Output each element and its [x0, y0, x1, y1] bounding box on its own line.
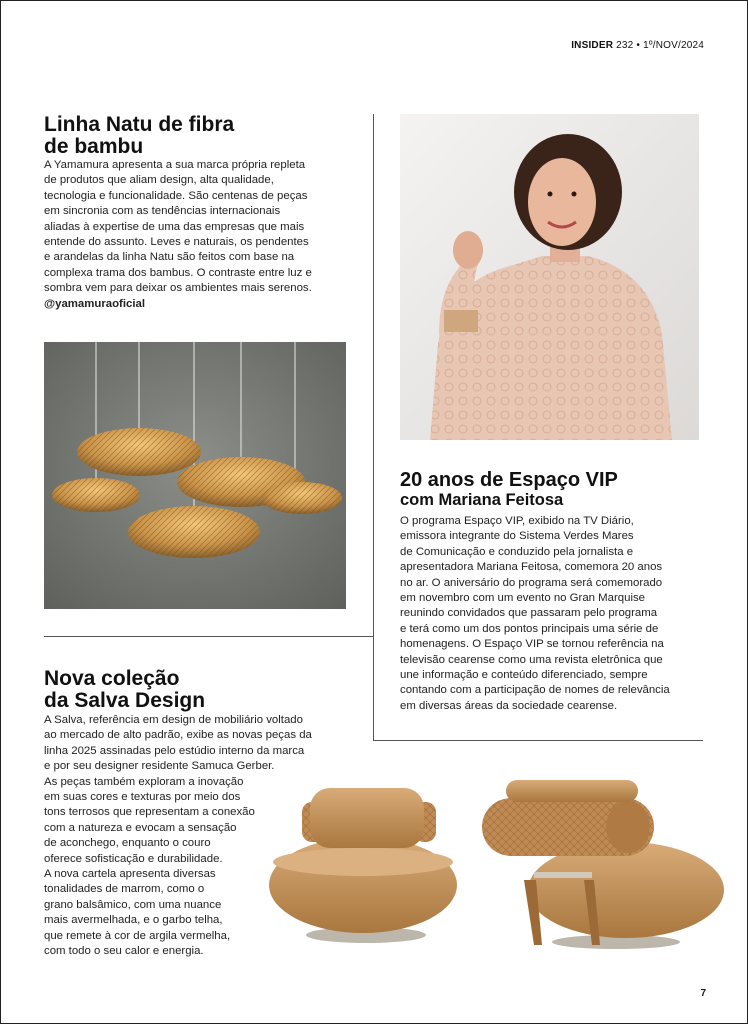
natu-body: A Yamamura apresenta a sua marca própria repleta de produtos que aliam design, alta qualidade, tecnologia e funcionalidade. São centenas de peças em sincronia com as tendências internacionais aliadas à expertise de uma das empresas que mais entende do assunto. Leves e naturais, os pendentes e arandelas da linha Natu são feitos com base na complexa trama dos bambus. O contraste entre luz e sombra vem para deixar os ambientes mais serenos. @yamamuraoficial	[44, 158, 374, 312]
bamboo-pendants-photo	[44, 342, 346, 609]
magazine-name: INSIDER	[571, 40, 614, 51]
pendant-lamp	[128, 506, 260, 558]
pendant-lamp	[52, 478, 140, 512]
vip-title: 20 anos de Espaço VIP com Mariana Feitosa	[400, 469, 618, 509]
section-divider	[44, 636, 373, 637]
issue-number: 232	[616, 40, 634, 51]
mariana-feitosa-portrait	[400, 114, 699, 440]
natu-instagram-handle: @yamamuraoficial	[44, 297, 146, 310]
roll-back-armchair	[482, 780, 724, 949]
page-number: 7	[700, 988, 706, 999]
section-divider-right	[373, 740, 703, 741]
salva-title: Nova coleção da Salva Design	[44, 667, 206, 713]
pendant-lamp	[77, 428, 201, 476]
bamboo-pendants-illustration	[44, 342, 346, 609]
salva-body: A Salva, referência em design de mobiliário voltado ao mercado de alto padrão, exibe as novas peças da linha 2025 assinadas pelo estúdio interno da marca e por seu designer residente Samuca Gerber. As peças também exploram a inovação em suas cores e texturas por meio dos tons terrosos que representam a conexão com a natureza e evocam a sensação de aconchego, enquanto o couro oferece sofisticação e durabilidade. A nova cartela apresenta diversas tonalidades de marrom, como o grano balsâmico, com uma nuance mais avermelhada, e o garbo telha, que remete à cor de argila vermelha, com todo o seu calor e energia.	[44, 714, 312, 958]
cuff-detail	[444, 310, 478, 332]
natu-title: Linha Natu de fibra de bambu	[44, 113, 235, 159]
face	[528, 158, 596, 246]
vip-body: O programa Espaço VIP, exibido na TV Diário, emissora integrante do Sistema Verdes Mares de Comunicação e conduzido pela jornalista e apresentadora Mariana Feitosa, comemora 20 anos no ar. O aniversário do programa será comemorado em novembro com um evento no Gran Marquise reunindo convidados que passaram pelo programa e terá como um dos pontos principais uma série de homenagens. O Espaço VIP se tornou referência na televisão cearense como uma revista eletrônica que une informação e conteúdo diferenciado, sempre contando com a participação de nomes de relevância em diversas áreas da sociedade cearense.	[400, 515, 670, 712]
swivel-armchair	[269, 788, 457, 943]
column-divider	[373, 114, 374, 741]
issue-date: 1º/NOV/2024	[643, 40, 704, 51]
portrait-illustration	[400, 114, 699, 440]
issue-header	[571, 40, 704, 51]
raised-hand	[453, 231, 483, 269]
header-separator: •	[636, 40, 641, 51]
salva-chairs-photo	[266, 770, 726, 960]
chairs-illustration	[266, 770, 726, 960]
pendant-lamp	[262, 482, 342, 514]
